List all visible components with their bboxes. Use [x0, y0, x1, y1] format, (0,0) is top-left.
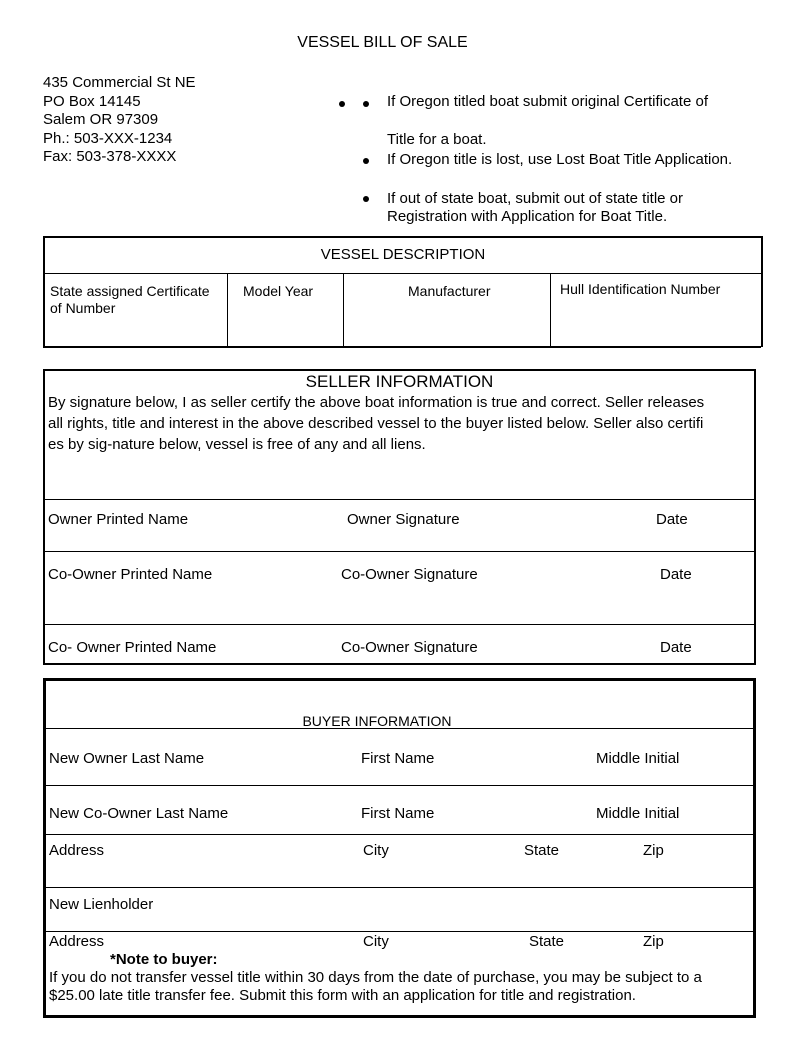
co-owner-printed-name-label: Co-Owner Printed Name [48, 566, 213, 583]
lienholder-address-label: Address [49, 933, 105, 950]
co-owner-2-date-label: Date [660, 639, 692, 656]
divider [43, 346, 761, 348]
bullet-icon [363, 158, 369, 164]
divider [46, 785, 753, 786]
vessel-description-table [43, 236, 763, 347]
divider [45, 499, 754, 500]
instructions-list [336, 93, 766, 233]
field-manufacturer: Manufacturer [408, 283, 491, 299]
divider [45, 551, 754, 552]
co-owner-2-printed-name-label: Co- Owner Printed Name [48, 639, 217, 656]
address-line-pobox: PO Box 14145 [43, 92, 141, 110]
divider [227, 273, 228, 347]
bullet-icon [339, 101, 345, 107]
lienholder-city-label: City [363, 933, 389, 950]
bullet-icon [363, 196, 369, 202]
state-label: State [524, 842, 560, 859]
co-owner-first-name-label: First Name [361, 805, 435, 822]
divider [46, 728, 753, 729]
new-co-owner-last-name-label: New Co-Owner Last Name [49, 805, 229, 822]
new-lienholder-label: New Lienholder [49, 896, 154, 913]
note-title: *Note to buyer: [110, 951, 218, 968]
page-title: VESSEL BILL OF SALE [297, 34, 468, 51]
zip-label: Zip [643, 842, 664, 859]
co-owner-date-label: Date [660, 566, 692, 583]
buyer-note-text [49, 969, 702, 1005]
instruction-2: If Oregon title is lost, use Lost Boat Title Application. [387, 151, 733, 168]
field-hull-id: Hull Identification Number [560, 281, 721, 297]
seller-text-line: all rights, title and interest in the above described vessel to the buyer listed below. Seller also certifi [48, 415, 704, 432]
divider [45, 273, 761, 274]
address-line-street: 435 Commercial St NE [43, 74, 196, 91]
instruction-1-line2: Title for a boat. [387, 131, 487, 148]
divider [45, 624, 754, 625]
seller-information-section [43, 369, 756, 665]
note-line: $25.00 late title transfer fee. Submit this form with an application for title and registration. [49, 987, 636, 1004]
seller-certification-text [48, 392, 704, 455]
new-owner-last-name-label: New Owner Last Name [49, 750, 205, 767]
co-owner-2-signature-label: Co-Owner Signature [341, 639, 478, 656]
divider [46, 887, 753, 888]
office-address [43, 74, 196, 167]
lienholder-zip-label: Zip [643, 933, 664, 950]
vessel-description-heading: VESSEL DESCRIPTION [320, 246, 486, 263]
seller-text-line: es by sig-nature below, vessel is free of any and all liens. [48, 436, 426, 453]
co-owner-middle-initial-label: Middle Initial [596, 805, 680, 822]
instruction-3-line2: Registration with Application for Boat Title. [387, 208, 668, 225]
field-certificate-number: State assigned Certificate of Number [50, 283, 210, 316]
divider [550, 273, 551, 347]
seller-heading: SELLER INFORMATION [305, 372, 494, 391]
address-label: Address [49, 842, 105, 859]
address-phone: Ph.: 503-XXX-1234 [43, 129, 173, 147]
divider [46, 931, 753, 932]
owner-first-name-label: First Name [361, 750, 435, 767]
seller-text-line: By signature below, I as seller certify the above boat information is true and correct. Seller releases [48, 394, 705, 411]
owner-printed-name-label: Owner Printed Name [48, 511, 189, 528]
buyer-heading: BUYER INFORMATION [302, 713, 452, 729]
note-line: If you do not transfer vessel title within 30 days from the date of purchase, you may be subject to a [49, 969, 702, 986]
city-label: City [363, 842, 389, 859]
owner-date-label: Date [656, 511, 688, 528]
divider [46, 834, 753, 835]
owner-middle-initial-label: Middle Initial [596, 750, 680, 767]
lienholder-state-label: State [529, 933, 565, 950]
address-line-city: Salem OR 97309 [43, 111, 159, 129]
instruction-1-line1: If Oregon titled boat submit original Certificate of [387, 93, 708, 110]
buyer-information-section [43, 678, 756, 1018]
instruction-3-line1: If out of state boat, submit out of state title or [387, 190, 683, 207]
field-model-year: Model Year [243, 283, 314, 299]
owner-signature-label: Owner Signature [347, 511, 460, 528]
divider [343, 273, 344, 347]
bullet-icon [363, 101, 369, 107]
address-fax: Fax: 503-378-XXXX [43, 148, 177, 166]
co-owner-signature-label: Co-Owner Signature [341, 566, 478, 583]
